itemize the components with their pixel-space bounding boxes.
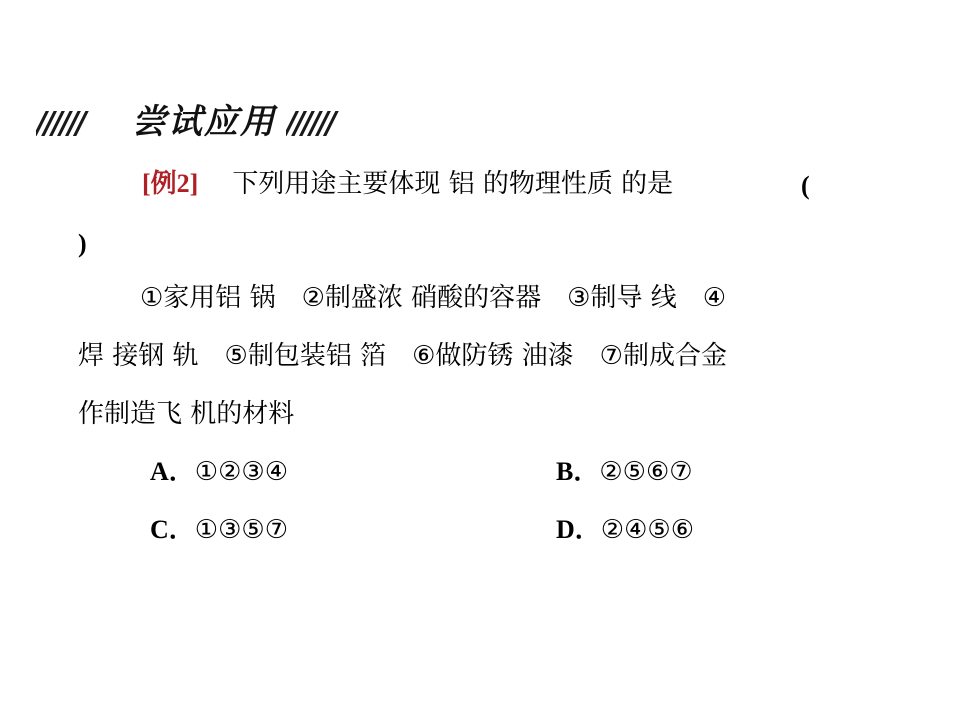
- option-d: [556, 512, 694, 548]
- option-d-text: ②④⑤⑥: [600, 515, 695, 545]
- question-items-line-2: 焊 接钢 轨 ⑤制包装铝 箔 ⑥做防锈 油漆 ⑦制成合金: [78, 341, 727, 371]
- option-c-text: ①③⑤⑦: [194, 515, 289, 545]
- option-b: [556, 454, 693, 490]
- option-a: [150, 454, 288, 490]
- question-items-line-3: 作制造飞 机的材料: [78, 399, 295, 429]
- option-b-text: ②⑤⑥⑦: [599, 457, 693, 487]
- option-b-letter: B．: [556, 457, 600, 486]
- question-stem-line: [78, 166, 878, 202]
- decorative-slashes-right: //////: [286, 106, 334, 141]
- option-a-text: ①②③④: [194, 457, 289, 487]
- option-c-letter: C．: [150, 515, 195, 544]
- section-title: 尝试应用: [132, 102, 276, 142]
- option-a-letter: A．: [150, 457, 195, 486]
- answer-paren-open: (: [801, 171, 810, 200]
- answer-paren-close: ): [78, 229, 87, 258]
- example-tag: [例2]: [142, 169, 199, 198]
- question-items-line-1: ①家用铝 锅 ②制盛浓 硝酸的容器 ③制导 线 ④: [140, 283, 727, 313]
- option-d-letter: D．: [556, 515, 601, 544]
- question-stem: 下列用途主要体现 铝 的物理性质 的是: [232, 169, 674, 199]
- option-c: [150, 512, 288, 548]
- decorative-slashes-left: //////: [36, 106, 84, 141]
